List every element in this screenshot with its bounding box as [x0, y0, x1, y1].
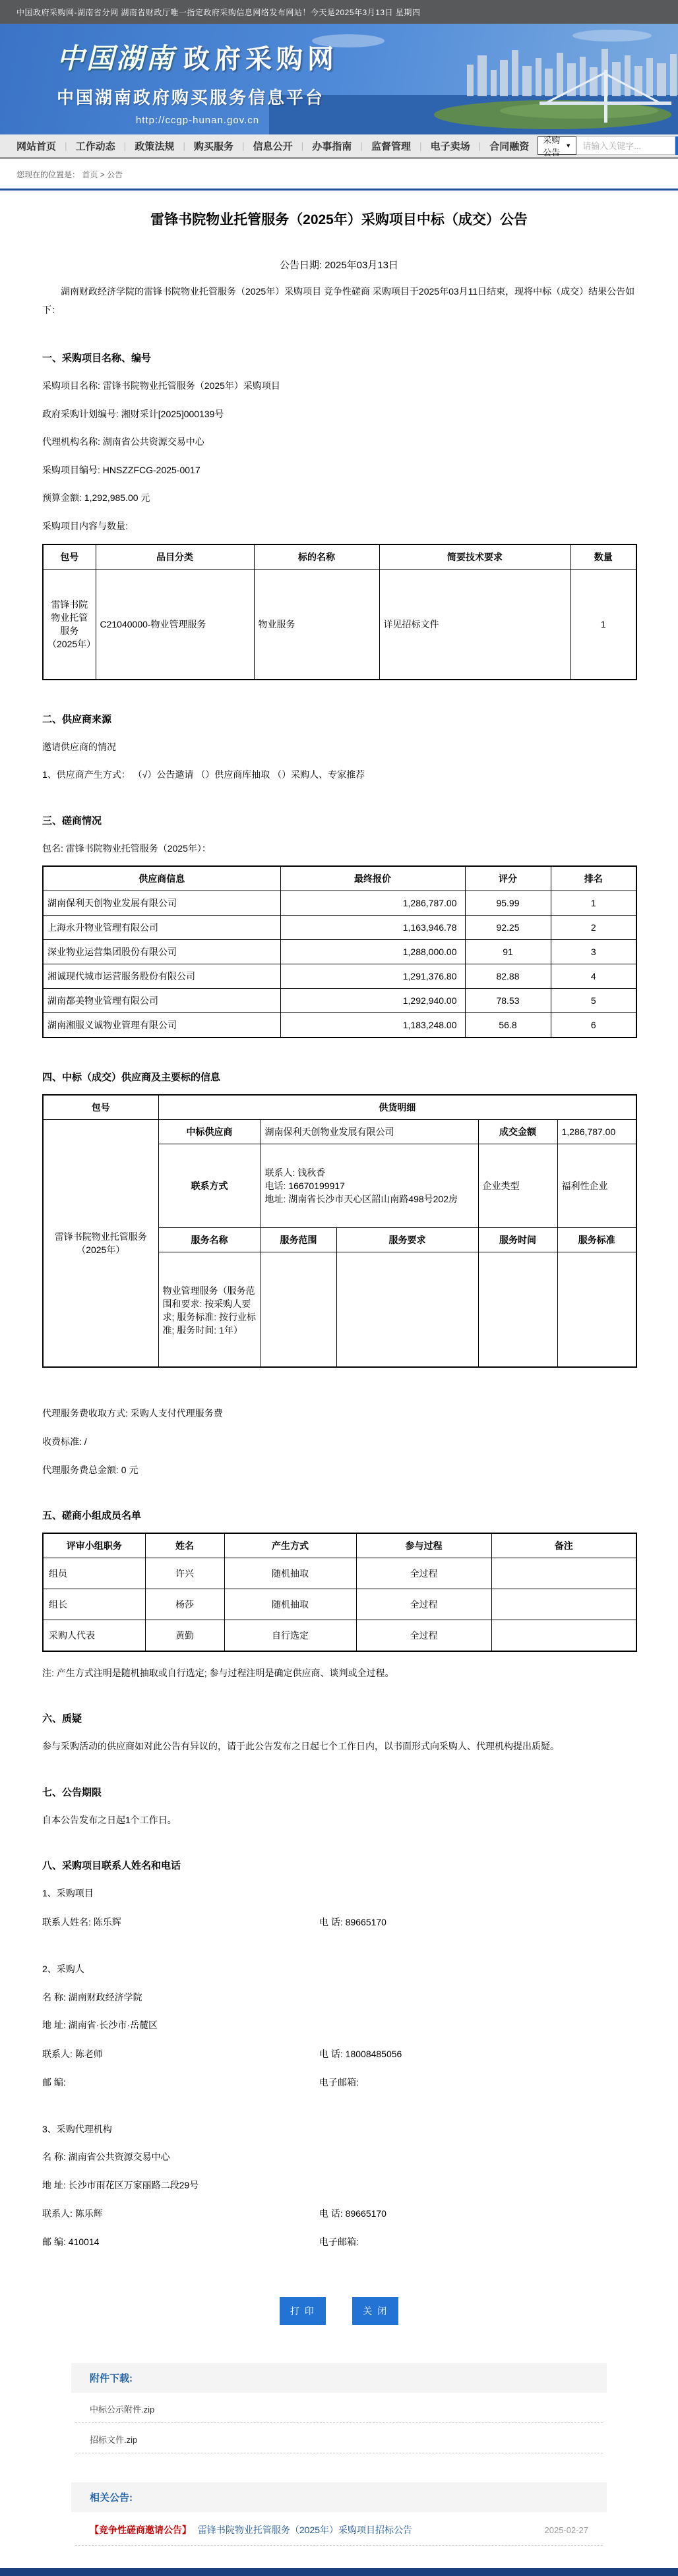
table-row: [43, 1589, 636, 1620]
table-header-row: [43, 866, 636, 891]
cell-score: 92.25: [465, 916, 551, 940]
cell-method: 随机抽取: [224, 1589, 356, 1620]
nav-separator: |: [419, 140, 422, 151]
purchaser-name: 名 称: 湖南财政经济学院: [42, 1991, 142, 2003]
search-category-value: 采购公告: [543, 135, 561, 158]
section5-heading: 五、磋商小组成员名单: [42, 1510, 142, 1522]
fee-standard-line: 收费标准: /: [42, 1436, 87, 1447]
cell-supplier: 上海永升物业管理有限公司: [43, 916, 280, 940]
empty-cell: [261, 1252, 336, 1368]
cell-score: 82.88: [465, 964, 551, 989]
purchaser-email: 电子邮箱:: [319, 2076, 359, 2088]
related-heading: 相关公告:: [71, 2482, 607, 2512]
col-header: 排名: [551, 866, 636, 891]
col-header: 服务范围: [261, 1228, 336, 1252]
cell-process: 全过程: [356, 1558, 491, 1589]
announcement-date: 公告日期: 2025年03月13日: [279, 260, 399, 271]
nav-item-news[interactable]: 工作动态: [75, 140, 115, 152]
cell-requirement: 详见招标文件: [379, 569, 570, 680]
cell-supplier: 湘诚现代城市运营服务股份有限公司: [43, 964, 280, 989]
section4-heading: 四、中标（成交）供应商及主要标的信息: [42, 1072, 221, 1084]
table-row: [43, 569, 636, 680]
banner-subtitle: 中国湖南政府购买服务信息平台: [57, 88, 325, 107]
cell-name: 黄勤: [145, 1620, 224, 1652]
col-header: 姓名: [145, 1533, 224, 1558]
cell-method: 自行选定: [224, 1620, 356, 1652]
banner-url: http://ccgp-hunan.gov.cn: [135, 115, 260, 126]
purchaser-contact-name: 联系人: 陈老师: [42, 2048, 103, 2059]
cell-contact: [261, 1144, 478, 1228]
empty-cell: [557, 1252, 636, 1368]
cell-rank: 5: [551, 989, 636, 1013]
agency-email: 电子邮箱:: [319, 2237, 359, 2248]
supplier-method-line: 1、供应商产生方式： （√）公告邀请 （）供应商库抽取 （）采购人、专家推荐: [42, 769, 365, 780]
cell-subject: 物业服务: [254, 569, 379, 680]
announcement-article: [42, 190, 636, 2325]
content-quantity-line: 采购项目内容与数量:: [42, 520, 128, 531]
attachment-file-link[interactable]: 中标公示附件.zip: [75, 2393, 603, 2423]
cell-role: 组员: [43, 1558, 145, 1589]
contact-person-line: 联系人: 钱秋香: [264, 1167, 326, 1179]
agency-contact-name: 联系人: 陈乐辉: [42, 2208, 103, 2219]
col-header: 服务要求: [336, 1228, 478, 1252]
cell-package-name: 雷锋书院物业托管服务（2025年）: [43, 1120, 158, 1368]
cell-role: 采购人代表: [43, 1620, 145, 1652]
col-header: 服务名称: [158, 1228, 261, 1252]
nav-separator: |: [241, 140, 245, 151]
attachments-panel: [71, 2363, 607, 2453]
col-header: 产生方式: [224, 1533, 356, 1558]
col-header: 包号: [43, 544, 96, 570]
nav-separator: |: [301, 140, 304, 151]
col-header: 评分: [465, 866, 551, 891]
agency-contact-phone: 电 话: 89665170: [319, 2208, 386, 2219]
cell-score: 78.53: [465, 989, 551, 1013]
col-header-package: 包号: [43, 1095, 158, 1120]
invite-supplier-line: 邀请供应商的情况: [42, 741, 116, 752]
breadcrumb-current-link[interactable]: 公告: [107, 170, 123, 179]
cell-rank: 1: [551, 891, 636, 916]
nav-item-home[interactable]: 网站首页: [16, 140, 57, 152]
section7-heading: 七、公告期限: [42, 1786, 102, 1798]
sub3-title: 3、采购代理机构: [42, 2123, 112, 2134]
section6-body: 参与采购活动的供应商如对此公告有异议的，请于此公告发布之日起七个工作日内，以书面形式向采购人、代理机构提出质疑。: [42, 1741, 559, 1752]
contact-row-purchaser-zip: [42, 2076, 636, 2089]
empty-cell: [478, 1252, 557, 1368]
contact-row-project: [42, 1916, 636, 1929]
table-row: [43, 1558, 636, 1589]
cell-method: 随机抽取: [224, 1558, 356, 1589]
table-row: [43, 1620, 636, 1652]
plan-number-line: 政府采购计划编号: 湘财采计[2025]000139号: [42, 408, 224, 419]
attachments-heading: 附件下载:: [71, 2363, 607, 2393]
enterprise-type-label: 企业类型: [478, 1144, 557, 1228]
footer-bar: [0, 2568, 678, 2576]
committee-table: [42, 1533, 637, 1652]
chevron-down-icon: ▼: [565, 142, 572, 149]
breadcrumb-prefix: 您现在的位置是：: [16, 170, 80, 179]
nav-separator: |: [360, 140, 363, 151]
budget-line: 预算金额: 1,292,985.00 元: [42, 492, 150, 504]
table-header-row: [43, 1095, 636, 1120]
section2-heading: 二、供应商来源: [42, 713, 112, 725]
winner-label: 中标供应商: [158, 1120, 261, 1144]
cell-price: 1,288,000.00: [280, 940, 465, 964]
col-header: 简要技术要求: [379, 544, 570, 570]
site-banner: [0, 24, 678, 134]
cell-category: C21040000-物业管理服务: [96, 569, 254, 680]
cell-price: 1,163,946.78: [280, 916, 465, 940]
cell-supplier: 湖南保利天创物业发展有限公司: [43, 891, 280, 916]
col-header: 备注: [491, 1533, 636, 1558]
nav-separator: |: [183, 140, 185, 151]
amount-label: 成交金额: [478, 1120, 557, 1144]
cell-name: 许兴: [145, 1558, 224, 1589]
table-row: [43, 891, 636, 916]
contact-row-agency: [42, 2207, 636, 2220]
project-number-line: 采购项目编号: HNSZZFCG-2025-0017: [42, 464, 200, 475]
col-header: 服务标准: [557, 1228, 636, 1252]
cell-price: 1,292,940.00: [280, 989, 465, 1013]
project-contact-phone: 电 话: 89665170: [319, 1916, 386, 1927]
table-row: [43, 989, 636, 1013]
project-content-table: [42, 544, 637, 680]
nav-item-supervision[interactable]: 监督管理: [371, 140, 411, 152]
nav-item-purchase-service[interactable]: 购买服务: [193, 140, 233, 152]
package-name-line: 包名: 雷锋书院物业托管服务（2025年）：: [42, 842, 211, 854]
site-logo[interactable]: [57, 37, 338, 126]
nav-separator: |: [65, 140, 67, 151]
breadcrumb: [0, 159, 678, 189]
cell-quantity: 1: [570, 569, 636, 680]
contact-phone-line: 电话: 16670199917: [264, 1181, 345, 1192]
empty-cell: [491, 1589, 636, 1620]
cell-service-name: 物业管理服务（服务范围和要求: 按采购人要求; 服务标准: 按行业标准; 服务时间: 1年）: [158, 1252, 261, 1368]
page-title: 雷锋书院物业托管服务（2025年）采购项目中标（成交）公告: [150, 212, 528, 227]
offers-table: [42, 865, 637, 1038]
table-row: [43, 964, 636, 989]
search-bar: [538, 135, 678, 158]
nav-item-policy[interactable]: 政策法规: [135, 140, 175, 152]
cell-winner: 湖南保利天创物业发展有限公司: [261, 1120, 478, 1144]
committee-note: 注: 产生方式注明是随机抽取或自行选定; 参与过程注明是确定供应商、谈判或全过程。: [42, 1668, 394, 1679]
project-contact-name: 联系人姓名: 陈乐辉: [42, 1916, 121, 1927]
table-row: [43, 1013, 636, 1038]
section6-heading: 六、质疑: [42, 1713, 82, 1725]
search-category-select[interactable]: [538, 135, 576, 158]
agency-zip: 邮 编: 410014: [42, 2237, 100, 2248]
nav-separator: |: [478, 140, 481, 151]
section3-heading: 三、磋商情况: [42, 815, 102, 827]
print-button[interactable]: 打 印: [280, 2297, 326, 2325]
cell-score: 56.8: [465, 1013, 551, 1038]
col-header: 数量: [570, 544, 636, 570]
cell-rank: 6: [551, 1013, 636, 1038]
agency-address: 地 址: 长沙市雨花区万家丽路二段29号: [42, 2179, 199, 2190]
contact-address-line: 地址: 湖南省长沙市天心区韶山南路498号202房: [264, 1194, 458, 1205]
section8-heading: 八、采购项目联系人姓名和电话: [42, 1860, 181, 1872]
cell-rank: 4: [551, 964, 636, 989]
related-panel: [71, 2482, 607, 2546]
table-row: [43, 940, 636, 964]
logo-calligraphy-text: 中国湖南: [57, 42, 176, 74]
table-header-row: [43, 544, 636, 570]
empty-cell: [491, 1558, 636, 1589]
cell-supplier: 深业物业运营集团股份有限公司: [43, 940, 280, 964]
purchaser-contact-phone: 电 话: 18008485056: [319, 2048, 402, 2059]
cell-score: 91: [465, 940, 551, 964]
cell-process: 全过程: [356, 1620, 491, 1652]
cell-process: 全过程: [356, 1589, 491, 1620]
col-header: 最终报价: [280, 866, 465, 891]
action-buttons: [42, 2297, 636, 2325]
cell-supplier: 湖南都美物业管理有限公司: [43, 989, 280, 1013]
purchaser-address: 地 址: 湖南省·长沙市·岳麓区: [42, 2020, 158, 2031]
breadcrumb-separator: >: [100, 170, 105, 179]
section1-heading: 一、采购项目名称、编号: [42, 353, 152, 364]
related-announcement-text: [90, 2523, 412, 2536]
contact-row-purchaser: [42, 2047, 636, 2061]
contact-label: 联系方式: [158, 1144, 261, 1228]
top-notice-bar: [0, 0, 678, 24]
cell-role: 组长: [43, 1589, 145, 1620]
main-navigation: [0, 134, 678, 159]
cell-score: 95.99: [465, 891, 551, 916]
award-table: [42, 1094, 637, 1368]
agency-name-line: 代理机构名称: 湖南省公共资源交易中心: [42, 436, 204, 448]
agency-name: 名 称: 湖南省公共资源交易中心: [42, 2152, 170, 2163]
sub2-title: 2、采购人: [42, 1963, 84, 1974]
col-header: 参与过程: [356, 1533, 491, 1558]
sub1-title: 1、采购项目: [42, 1888, 94, 1899]
announcement-type-tag: 【竞争性磋商邀请公告】: [90, 2525, 191, 2536]
top-notice-text: 中国政府采购网-湖南省分网 湖南省财政厅唯一指定政府采购信息网络发布网站！今天是2025年3月13日 星期四: [16, 8, 421, 17]
cell-price: 1,291,376.80: [280, 964, 465, 989]
agency-fee-method-line: 代理服务费收取方式: 采购人支付代理服务费: [42, 1408, 223, 1419]
winner-row: [43, 1120, 636, 1144]
cell-price: 1,183,248.00: [280, 1013, 465, 1038]
nav-item-guide[interactable]: 办事指南: [312, 140, 352, 152]
section7-body: 自本公告发布之日起1个工作日。: [42, 1814, 177, 1825]
project-name-line: 采购项目名称: 雷锋书院物业托管服务（2025年）采购项目: [42, 380, 280, 391]
agency-fee-total-line: 代理服务费总金额: 0 元: [42, 1464, 139, 1475]
nav-item-e-market[interactable]: 电子卖场: [430, 140, 470, 152]
col-header: 评审小组职务: [43, 1533, 145, 1558]
attachment-file-link[interactable]: 招标文件.zip: [75, 2423, 603, 2453]
cell-rank: 2: [551, 916, 636, 940]
table-header-row: [43, 1533, 636, 1558]
cell-supplier: 湖南湘服义诚物业管理有限公司: [43, 1013, 280, 1038]
purchaser-zip: 邮 编:: [42, 2076, 66, 2088]
nav-separator: |: [123, 140, 127, 151]
empty-cell: [336, 1252, 478, 1368]
col-header: 服务时间: [478, 1228, 557, 1252]
col-header-detail: 供货明细: [158, 1095, 636, 1120]
announcement-title: 雷锋书院物业托管服务（2025年）采购项目招标公告: [197, 2525, 413, 2536]
logo-main-text: 政府采购网: [183, 45, 339, 74]
table-row: [43, 916, 636, 940]
contact-row-agency-zip: [42, 2235, 636, 2248]
col-header: 供应商信息: [43, 866, 280, 891]
related-announcement-link[interactable]: [75, 2512, 603, 2546]
empty-cell: [491, 1620, 636, 1652]
search-input[interactable]: [576, 136, 675, 155]
announcement-date: 2025-02-27: [544, 2525, 588, 2535]
cell-rank: 3: [551, 940, 636, 964]
cell-name: 杨莎: [145, 1589, 224, 1620]
nav-item-info-disclosure[interactable]: 信息公开: [253, 140, 293, 152]
nav-item-contract-finance[interactable]: 合同融资: [489, 140, 530, 152]
cell-enterprise-type: 福利性企业: [557, 1144, 636, 1228]
intro-paragraph: 湖南财政经济学院的雷锋书院物业托管服务（2025年）采购项目 竞争性磋商 采购项目于2025年03月11日结束，现将中标（成交）结果公告如下：: [42, 286, 635, 315]
cell-package: 雷锋书院物业托管服务（2025年）: [43, 569, 96, 680]
col-header: 标的名称: [254, 544, 379, 570]
search-button[interactable]: [675, 136, 678, 155]
close-button[interactable]: 关 闭: [352, 2297, 398, 2325]
cell-price: 1,286,787.00: [280, 891, 465, 916]
breadcrumb-home-link[interactable]: 首页: [82, 170, 98, 179]
col-header: 品目分类: [96, 544, 254, 570]
cell-amount: 1,286,787.00: [557, 1120, 636, 1144]
